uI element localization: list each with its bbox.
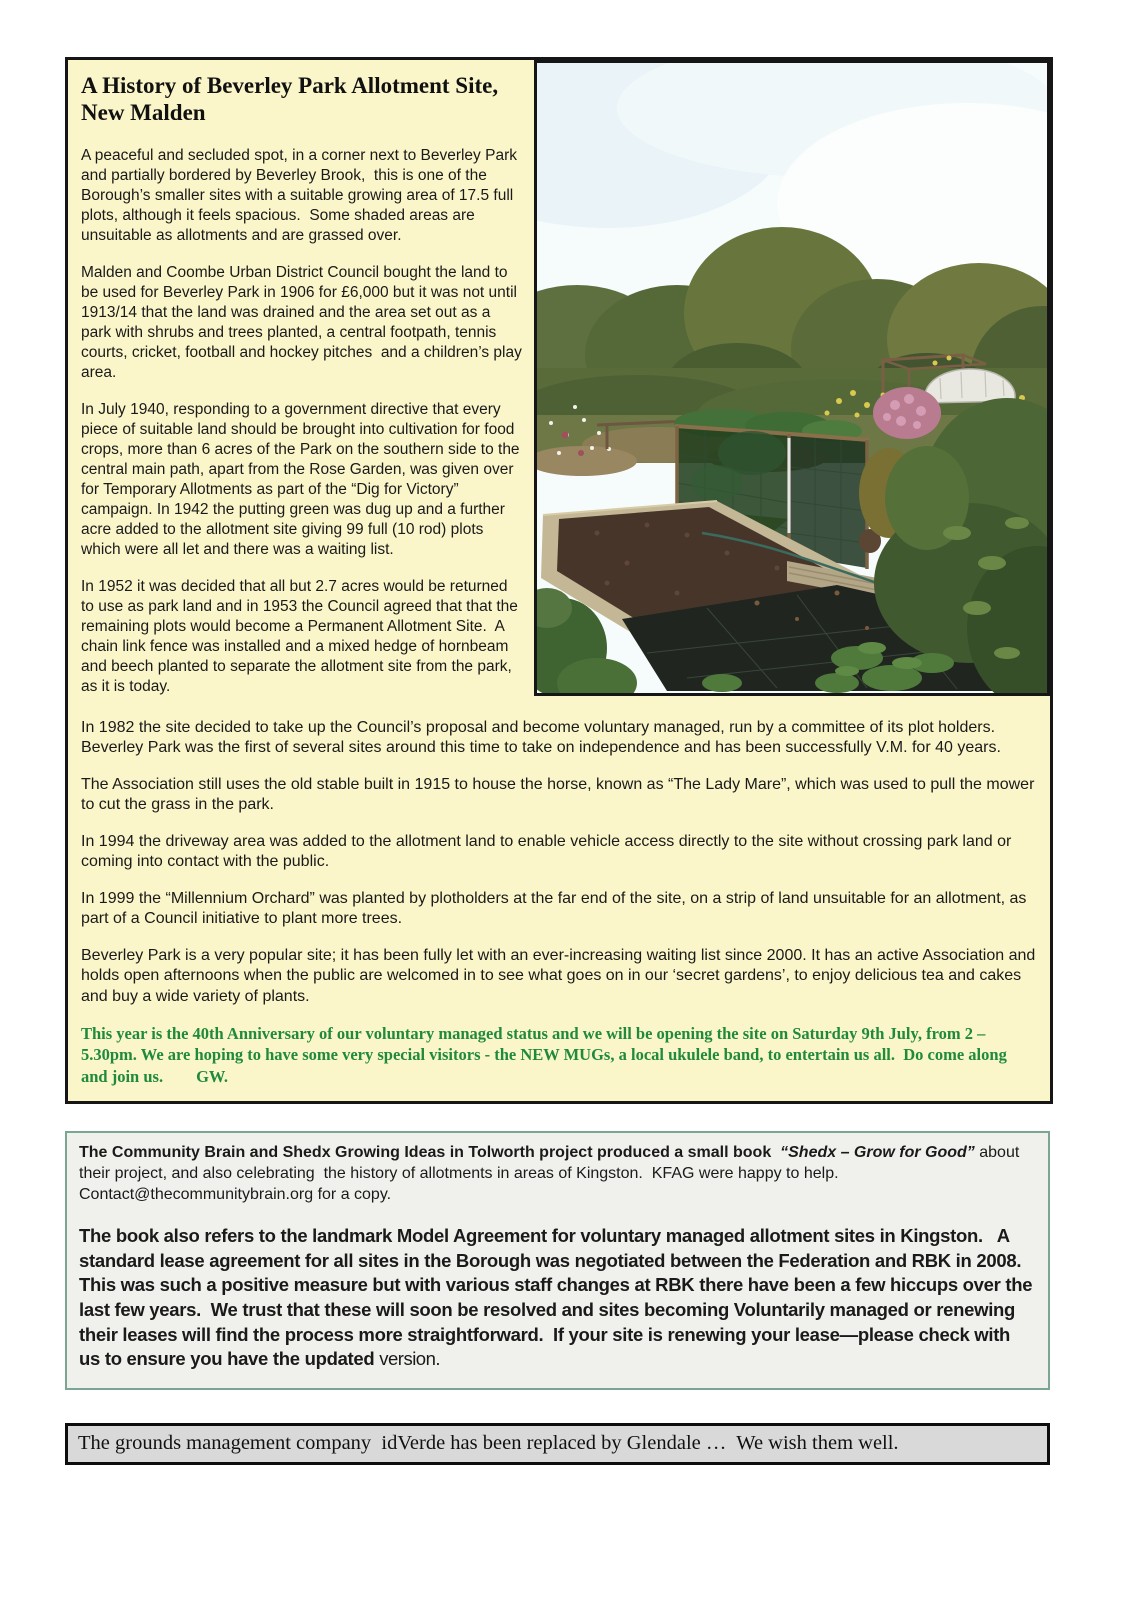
allotment-photo-graphic — [537, 63, 1047, 693]
book-paragraph-bold: The Community Brain and Shedx Growing Ideas in Tolworth project produced a small book — [79, 1144, 781, 1162]
anniversary-notice: This year is the 40th Anniversary of our voluntary managed status and we will be opening the site on Saturday 9th July, from 2 – 5.30pm. We are hoping to have some very special visitors - the NEW MUGs, a local ukulele band, to entertain us all. Do come along and join us. GW. — [81, 1024, 1011, 1086]
article-full-width-section — [81, 718, 1040, 1087]
page-title-line2: New Malden — [81, 100, 206, 126]
article-paragraph: In 1999 the “Millennium Orchard” was planted by plotholders at the far end of the site, on a strip of land unsuitable for an allotment, as part of a Council initiative to plant more trees. — [81, 889, 1031, 928]
page-title — [81, 72, 522, 126]
article-left-column — [81, 72, 534, 714]
allotment-photo — [534, 60, 1050, 696]
article-paragraph: In July 1940, responding to a government directive that every piece of suitable land should be brought into cultivation for food crops, more than 6 acres of the Park on the southern side to the central main path, apart from the Rose Garden, was given over for Temporary Allotments as part of the “Dig for Victory” campaign. In 1942 the putting green was dug up and a further acre added to the allotment site giving 99 full (10 rod) plots which were all let and there was a waiting list. — [81, 401, 524, 558]
book-title-text: “Shedx – Grow for Good” — [780, 1144, 975, 1162]
history-article-box — [65, 57, 1053, 1104]
book-paragraph — [79, 1143, 1034, 1206]
article-paragraph: In 1982 the site decided to take up the Council’s proposal and become voluntary managed, run by a committee of its plot holders. Beverley Park was the first of several sites around this time to take on independence and has been successfully V.M. for 40 years. — [81, 718, 1004, 757]
model-agreement-regular: version. — [379, 1348, 441, 1370]
article-paragraph: In 1994 the driveway area was added to the allotment land to enable vehicle access directly to the site without crossing park land or coming into contact with the public. — [81, 832, 1016, 871]
article-top-row — [81, 72, 1037, 714]
article-paragraph: Malden and Coombe Urban District Council bought the land to be used for Beverley Park in 1906 for £6,000 but it was not until 1913/14 that the land was drained and the area set out as a park with shrubs and trees planted, a central footpath, tennis courts, cricket, football and hockey pitches and a children’s play area. — [81, 264, 527, 382]
community-brain-box — [65, 1131, 1050, 1389]
article-paragraph: A peaceful and secluded spot, in a corner next to Beverley Park and partially bordered by Beverley Brook, this is one of the Borough’s smaller sites with a suitable growing area of 17.5 full plots, although it feels spacious. Some shaded areas are unsuitable as allotments and are grassed over. — [81, 147, 522, 245]
grounds-management-strip: The grounds management company idVerde has been replaced by Glendale … We wish them well. — [65, 1423, 1050, 1465]
article-paragraph: In 1952 it was decided that all but 2.7 acres would be returned to use as park land and in 1953 the Council agreed that that the remaining plots would become a Permanent Allotment Site. A chain link fence was installed and a mixed hedge of hornbeam and beech planted to separate the allotment site from the park, as it is today. — [81, 577, 523, 695]
model-agreement-paragraph — [79, 1224, 1038, 1372]
article-paragraph: The Association still uses the old stable built in 1915 to house the horse, known as “The Lady Mare”, which was used to pull the mower to cut the grass in the park. — [81, 775, 1039, 814]
model-agreement-bold: The book also refers to the landmark Model Agreement for voluntary managed allotment sites in Kingston. A standard lease agreement for all sites in the Borough was negotiated between the Federation and RBK in 2008. This was such a positive measure but with various staff changes at RBK there have been a few hiccups over the last few years. We trust that these will soon be resolved and sites becoming Voluntarily managed or renewing their leases will find the process more straightforward. If your site is renewing your lease—please check with us to ensure you have the updated — [79, 1225, 1038, 1370]
page-title-line1: A History of Beverley Park Allotment Site, — [81, 73, 499, 98]
article-paragraph: Beverley Park is a very popular site; it has been fully let with an ever-increasing waiting list since 2000. It has an active Association and holds open afternoons when the public are welcomed in to see what goes on in our ‘secret gardens’, to enjoy delicious tea and cakes and buy a wide variety of plants. — [81, 946, 1040, 1005]
book-paragraph-rest: about their project, and also celebrating the history of allotments in areas of Kingston. KFAG were happy to help. Contact@thecommunitybrain.org for a copy. — [79, 1144, 1024, 1204]
